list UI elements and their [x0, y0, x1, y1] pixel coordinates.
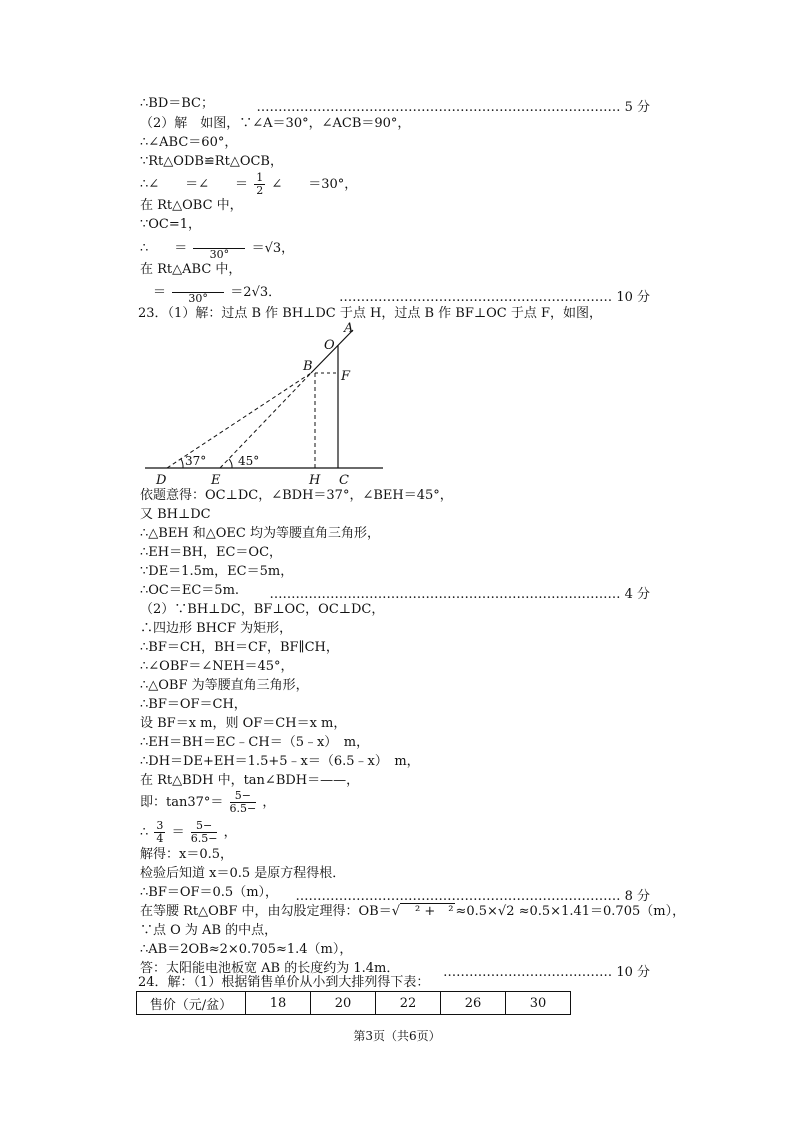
line-let-x: 设 BF＝x m，则 OF＝CH＝x m， — [140, 716, 347, 731]
score-10-a: ……………………………………………………… 10 分 — [339, 290, 650, 305]
score-4: ……………………………………………………………………… 4 分 — [269, 587, 650, 602]
line-bf-of-ch: ∴BF＝OF＝CH， — [140, 697, 247, 712]
fraction-tan37: $\frac{5-}{6.5-}$ — [229, 789, 257, 815]
score-8: ………………………………………………………………… 8 分 — [295, 889, 650, 904]
line-eh-bh: ∴EH＝BH，EC＝OC， — [140, 545, 283, 560]
line-angle-half: ∴∠ ＝∠ ＝ $\frac{1}{2}$ ∠ ＝30°， — [140, 171, 358, 197]
line-answer: 答：太阳能电池板宽 AB 的长度约为 1.4m． — [140, 961, 400, 976]
line-check: 检验后知道 x＝0.5 是原方程得根． — [140, 866, 346, 881]
table-cell: 20 — [311, 992, 376, 1015]
dashed-be — [220, 373, 311, 468]
angle-label-45: 45° — [238, 454, 260, 468]
line-part2: （2）∵BH⊥DC，BF⊥OC，OC⊥DC， — [140, 602, 385, 617]
line-bd-bc: ∴BD＝BC； — [140, 96, 214, 111]
table-header-cell: 售价（元/盆） — [137, 992, 246, 1015]
label-d: D — [156, 473, 167, 488]
label-f: F — [341, 369, 351, 384]
line-obf-45: ∴∠OBF＝∠NEH＝45°， — [140, 659, 294, 674]
fraction-3-4: $\frac{3}{4}$ — [156, 819, 164, 845]
table-cell: 18 — [246, 992, 311, 1015]
label-h: H — [309, 473, 321, 488]
line-bf-value: ∴BF＝OF＝0.5（m）， — [140, 885, 279, 900]
line-sqrt3: ∴ ＝ 30° ＝√3， — [140, 236, 294, 261]
line-dh-expr: ∴DH＝DE+EH＝1.5+5﹣x＝（6.5﹣x） m， — [140, 754, 420, 769]
line-part2-start: （2）解 如图，∵∠A＝30°，∠ACB＝90°， — [140, 116, 411, 131]
table-cell: 22 — [376, 992, 441, 1015]
line-rt-abc: 在 Rt△ABC 中， — [140, 262, 242, 277]
fraction-tan30: 30° — [193, 236, 245, 261]
angle-arc-d — [181, 459, 183, 468]
table-row — [137, 992, 571, 1015]
geometry-figure — [140, 318, 390, 488]
label-e: E — [211, 473, 221, 488]
table-cell: 30 — [506, 992, 571, 1015]
line-rectangle: ∴四边形 BHCF 为矩形， — [140, 621, 293, 636]
score-5: ………………………………………………………………………… 5 分 — [256, 100, 650, 115]
line-q24: 24．解：（1）根据销售单价从小到大排列得下表： — [138, 975, 430, 990]
line-isosceles: ∴△BEH 和△OEC 均为等腰直角三角形， — [140, 526, 381, 541]
angle-label-37: 37° — [185, 454, 207, 468]
price-table — [136, 991, 571, 1015]
line-tan-bdh: 在 Rt△BDH 中，tan∠BDH＝——， — [140, 773, 360, 788]
line-given: 依题意得：OC⊥DC，∠BDH＝37°，∠BEH＝45°， — [140, 488, 453, 503]
line-obf-isosceles: ∴△OBF 为等腰直角三角形， — [140, 678, 309, 693]
line-three-quarters: ∴ $\frac{3}{4}$ ＝ $\frac{5-}{6.5-}$ ， — [140, 819, 237, 845]
fraction-one-half: $\frac{1}{2}$ — [256, 171, 264, 197]
score-10-b: ………………………………… 10 分 — [443, 965, 650, 980]
line-rt-obc: 在 Rt△OBC 中， — [140, 198, 243, 213]
line-2sqrt3: ＝ 30° ＝2√3． — [140, 280, 281, 305]
line-eh-expr: ∴EH＝BH＝EC﹣CH＝（5﹣x） m， — [140, 735, 370, 750]
line-oc-ec: ∴OC＝EC＝5m. — [140, 583, 240, 598]
line-congruent: ∵Rt△ODB≌Rt△OCB， — [140, 154, 283, 169]
label-b: B — [303, 359, 313, 374]
angle-arc-e — [229, 459, 232, 468]
fraction-sin30: 30° — [172, 280, 224, 305]
line-oc-1: ∵OC=1， — [140, 217, 202, 232]
label-a: A — [344, 321, 354, 336]
line-pythagoras: 在等腰 Rt△OBF 中，由勾股定理得：OB＝√ ² + ² ≈0.5×√2 ≈0.5×1.41＝0.705（m）， — [140, 904, 686, 919]
line-de-ec: ∵DE＝1.5m，EC＝5m， — [140, 564, 294, 579]
line-ab-value: ∴AB＝2OB≈2×0.705≈1.4（m）， — [140, 942, 353, 957]
label-c: C — [339, 473, 349, 488]
line-solve: 解得：x＝0.5， — [140, 847, 234, 862]
fraction-equation: $\frac{5-}{6.5-}$ — [190, 819, 218, 845]
line-abc-60: ∴∠ABC＝60°， — [140, 135, 238, 150]
line-midpoint: ∵点 O 为 AB 的中点， — [140, 923, 278, 938]
label-o: O — [324, 338, 335, 353]
line-bf-ch: ∴BF＝CH，BH＝CF，BF∥CH， — [140, 640, 339, 655]
page-footer: 第3页（共6页） — [353, 1029, 441, 1043]
line-q23-part1: 23．（1）解：过点 B 作 BH⊥DC 于点 H，过点 B 作 BF⊥OC 于点 F，如图， — [138, 306, 602, 321]
table-cell: 26 — [441, 992, 506, 1015]
line-tan37: 即：tan37°＝ $\frac{5-}{6.5-}$ ， — [140, 789, 276, 815]
line-bh-perp: 又 BH⊥DC — [140, 507, 211, 522]
